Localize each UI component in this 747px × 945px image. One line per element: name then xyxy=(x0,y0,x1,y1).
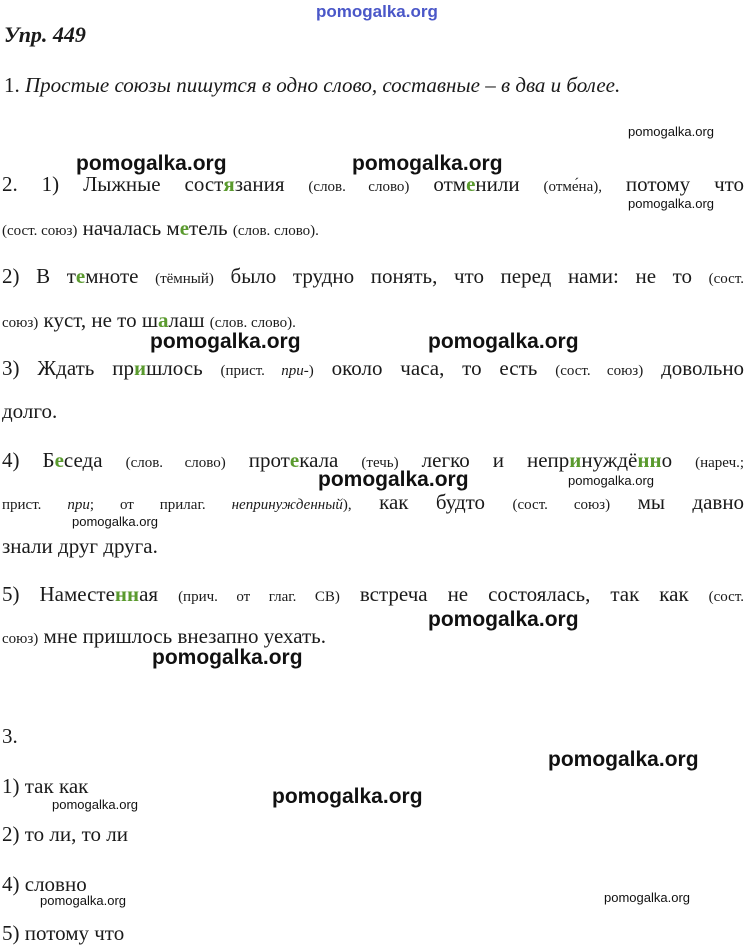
sentence-4-line-3 xyxy=(2,534,158,558)
text-run: нуждё xyxy=(581,448,638,472)
note: (сост. xyxy=(708,589,745,605)
text-run: нили xyxy=(475,172,520,196)
watermark: pomogalka.org xyxy=(352,152,503,175)
answer-item: 5) потому что xyxy=(2,921,125,945)
note: (сост. xyxy=(708,271,745,287)
text-run: зания xyxy=(234,172,285,196)
highlight-letter: е xyxy=(179,216,190,240)
text-run: мне пришлось внезапно уехать. xyxy=(43,624,327,648)
watermark: pomogalka.org xyxy=(150,330,301,353)
note: (слов. слово). xyxy=(232,223,319,239)
highlight-letter: я xyxy=(223,172,235,196)
note: (сост. союз) xyxy=(2,223,78,239)
watermark: pomogalka.org xyxy=(152,646,303,669)
text-run: как будто xyxy=(379,490,486,514)
highlight-letter: и xyxy=(133,356,147,380)
note: (прист. xyxy=(220,363,265,379)
text-run: мноте xyxy=(85,264,139,288)
answer-item: 4) словно xyxy=(2,872,87,896)
highlight-letter: а xyxy=(158,308,169,332)
text-run: мы давно xyxy=(637,490,745,514)
note: (слов. слово). xyxy=(209,315,296,331)
text-run: знали друг друга. xyxy=(2,534,158,558)
watermark: pomogalka.org xyxy=(72,514,158,529)
watermark: pomogalka.org xyxy=(76,152,227,175)
note: (отм xyxy=(543,179,572,195)
highlight-letter: нн xyxy=(114,582,140,606)
note: (нареч.; xyxy=(695,455,745,471)
sentence-1-line-1 xyxy=(2,172,744,199)
answer-item: 2) то ли, то ли xyxy=(2,822,128,846)
text-run: о xyxy=(661,448,673,472)
note: (слов. слово) xyxy=(308,179,410,195)
exercise-title: Упр. 449 xyxy=(4,22,86,47)
sentence-3-line-1 xyxy=(2,356,744,383)
watermark: pomogalka.org xyxy=(52,797,138,812)
highlight-letter: е xyxy=(466,172,476,196)
note: (сост. союз) xyxy=(555,363,644,379)
note-italic: непринужденный xyxy=(231,497,343,513)
text-run: седа xyxy=(63,448,103,472)
answer-item: 1) так как xyxy=(2,774,89,798)
sentence-3-line-2 xyxy=(2,399,57,423)
note: (течь) xyxy=(361,455,399,471)
note: на), xyxy=(578,179,602,195)
text-run: легко и непр xyxy=(421,448,570,472)
note: (тёмный) xyxy=(155,271,214,287)
highlight-letter: е xyxy=(75,264,86,288)
text-run: лаш xyxy=(168,308,205,332)
sentence-5-line-1 xyxy=(2,582,744,609)
watermark: pomogalka.org xyxy=(568,473,654,488)
text-run: шлось xyxy=(146,356,203,380)
text-run: 2) В т xyxy=(2,264,76,288)
text-run: куст, не то ш xyxy=(43,308,159,332)
highlight-letter: нн xyxy=(637,448,662,472)
watermark: pomogalka.org xyxy=(628,124,714,139)
text-run: было трудно понять, что перед нами: не то xyxy=(230,264,693,288)
watermark: pomogalka.org xyxy=(318,468,469,491)
top-watermark: pomogalka.org xyxy=(316,2,438,21)
text-run: 4) Б xyxy=(2,448,55,472)
section-3-number: 3. xyxy=(2,724,18,748)
text-run: 5) Наместе xyxy=(2,582,115,606)
sentence-1-line-2 xyxy=(2,216,319,243)
stress-letter: е ́ xyxy=(572,179,579,195)
note-italic: при xyxy=(67,497,90,513)
text-run: 3) Ждать пр xyxy=(2,356,134,380)
text-run: встреча не состоялась, так как xyxy=(359,582,689,606)
highlight-letter: е xyxy=(289,448,300,472)
text-run: 2. 1) Лыжные сост xyxy=(2,172,224,196)
watermark: pomogalka.org xyxy=(628,196,714,211)
text-run: ая xyxy=(139,582,159,606)
note: союз) xyxy=(2,631,39,647)
watermark: pomogalka.org xyxy=(428,608,579,631)
watermark: pomogalka.org xyxy=(548,748,699,771)
text-run: тель xyxy=(189,216,228,240)
note: (прич. от глаг. СВ) xyxy=(178,589,340,605)
note: (сост. союз) xyxy=(512,497,611,513)
sentence-2-line-1 xyxy=(2,264,744,291)
note: ) xyxy=(308,363,314,379)
text-run: отм xyxy=(433,172,467,196)
watermark: pomogalka.org xyxy=(428,330,579,353)
note: (слов. слово) xyxy=(125,455,226,471)
paragraph-1 xyxy=(4,73,620,97)
paragraph-1-text: Простые союзы пишутся в одно слово, составные – в два и более. xyxy=(25,73,621,97)
text-run: потому что xyxy=(625,172,745,196)
text-run: началась м xyxy=(82,216,180,240)
highlight-letter: е xyxy=(54,448,64,472)
note: союз) xyxy=(2,315,39,331)
text-run: долго. xyxy=(2,399,58,423)
text-run: прот xyxy=(248,448,290,472)
watermark: pomogalka.org xyxy=(272,785,423,808)
highlight-letter: и xyxy=(569,448,582,472)
sentence-4-line-2 xyxy=(2,490,744,517)
note: прист. xyxy=(2,497,42,513)
text-run: кала xyxy=(299,448,339,472)
watermark: pomogalka.org xyxy=(40,893,126,908)
watermark: pomogalka.org xyxy=(604,890,690,905)
note-italic: при- xyxy=(281,363,309,379)
paragraph-1-number: 1. xyxy=(4,73,20,97)
text-run: около часа, то есть xyxy=(331,356,538,380)
text-run: довольно xyxy=(661,356,745,380)
note: ), xyxy=(342,497,352,513)
note: ; от прилаг. xyxy=(89,497,206,513)
